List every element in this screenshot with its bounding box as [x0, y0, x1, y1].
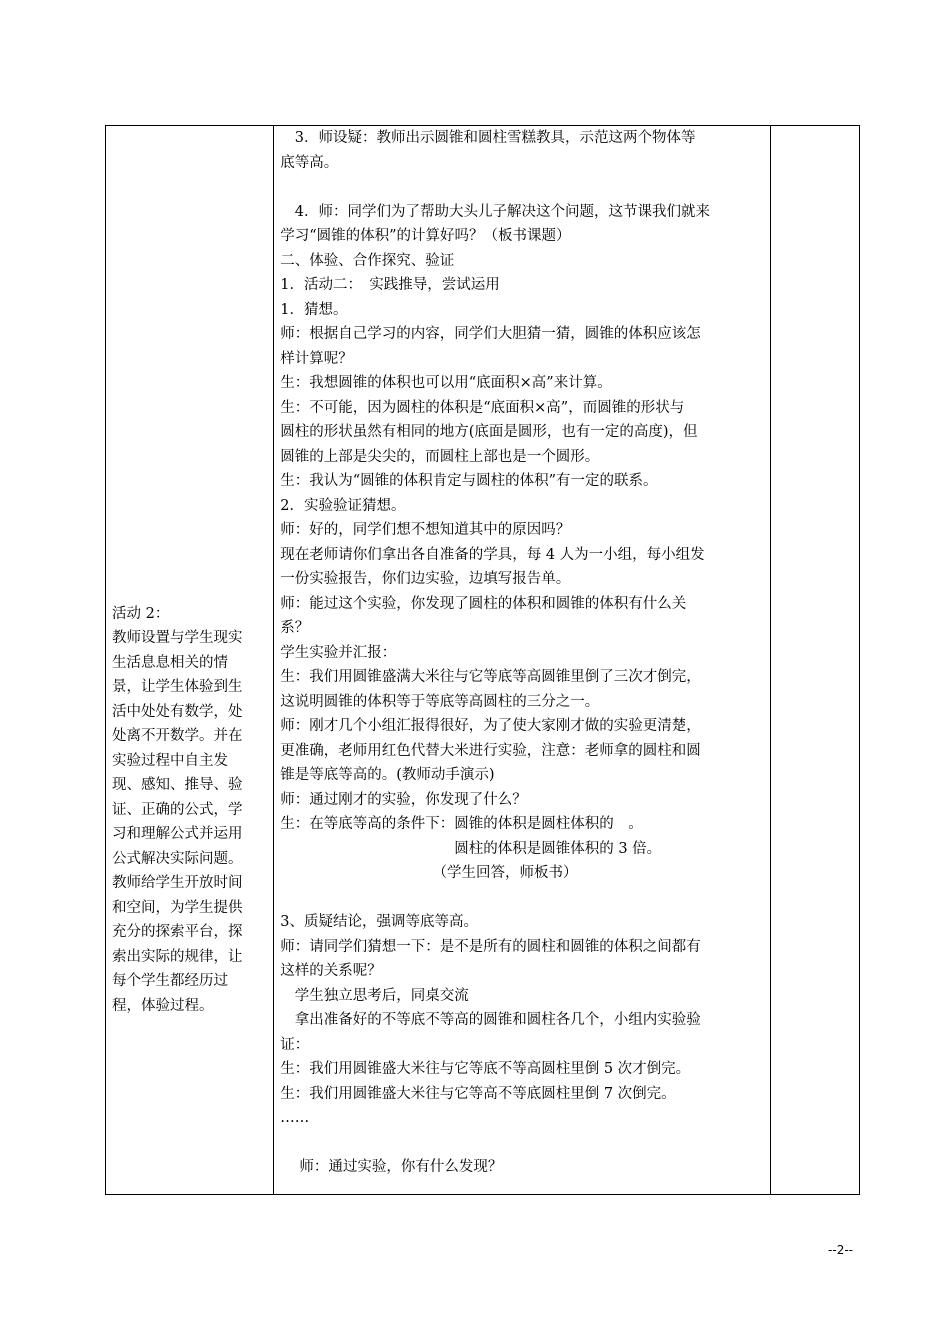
text-line: 2．实验验证猜想。 — [280, 497, 406, 514]
text-line: 学生独立思考后，同桌交流 — [280, 987, 469, 1004]
design-intent-cell — [106, 126, 274, 1195]
text-line: 样计算呢？ — [280, 350, 353, 367]
text-line: 锥是等底等高的。(教师动手演示) — [280, 767, 495, 783]
text-line: 师：通过刚才的实验，你发现了什么？ — [280, 791, 527, 808]
text-line: 圆锥的上部是尖尖的，而圆柱上部也是一个圆形。 — [280, 448, 600, 465]
text-line: 4．师：同学们为了帮助大头儿子解决这个问题，这节课我们就来 — [280, 203, 710, 220]
page-number: --2-- — [828, 1243, 853, 1257]
text-line: 学习“圆锥的体积”的计算好吗？（板书课题） — [280, 228, 571, 244]
table-row — [106, 126, 860, 1195]
text-line: 师：通过实验，你有什么发现？ — [280, 1159, 503, 1175]
text-line: 索出实际的规律，让 — [112, 948, 243, 965]
text-line: 生：不可能，因为圆柱的体积是“底面积×高”，而圆锥的形状与 — [280, 399, 685, 416]
text-line: 活动 2： — [112, 605, 170, 622]
text-line: 师：请同学们猜想一下：是不是所有的圆柱和圆锥的体积之间都有 — [280, 938, 701, 955]
text-line: 公式解决实际问题。 — [112, 850, 243, 867]
text-line: …… — [280, 1110, 310, 1126]
text-line: 这样的关系呢？ — [280, 963, 382, 979]
text-line — [280, 886, 766, 911]
text-line: 学生实验并汇报： — [280, 644, 397, 661]
text-line: （学生回答，师板书） — [280, 865, 578, 881]
text-line: 生：我认为“圆锥的体积肯定与圆柱的体积”有一定的联系。 — [280, 473, 658, 489]
text-line: 师：根据自己学习的内容，同学们大胆猜一猜，圆锥的体积应该怎 — [280, 326, 701, 342]
text-line: 底等高。 — [280, 154, 339, 171]
text-line: 活中处处有数学，处 — [112, 703, 243, 720]
lesson-plan-table — [105, 125, 860, 1195]
text-line: 生：我们用圆锥盛大米往与它等底不等高圆柱里倒 5 次才倒完。 — [280, 1061, 691, 1077]
text-line: 一份实验报告，你们边实验，边填写报告单。 — [280, 571, 571, 587]
text-line: 1．活动二： 实践推导，尝试运用 — [280, 277, 500, 293]
text-line: 师：刚才几个小组汇报得很好，为了使大家刚才做的实验更清楚， — [280, 718, 701, 734]
text-line: 生：我们用圆锥盛满大米往与它等底等高圆锥里倒了三次才倒完， — [280, 669, 701, 685]
text-line: 每个学生都经历过 — [112, 973, 228, 990]
text-line: 圆柱的形状虽然有相同的地方(底面是圆形，也有一定的高度)，但 — [280, 424, 698, 440]
text-line: 充分的探索平台，探 — [112, 924, 243, 941]
text-line: 教师给学生开放时间 — [112, 875, 243, 892]
text-line: 证： — [280, 1036, 310, 1053]
text-line: 圆柱的体积是圆锥体积的 3 倍。 — [280, 840, 662, 857]
text-line: 处离不开数学。并在 — [112, 728, 243, 745]
text-line: 现在老师请你们拿出各自准备的学具，每 4 人为一小组，每小组发 — [280, 546, 705, 563]
text-line: 3．师设疑：教师出示圆锥和圆柱雪糕教具，示范这两个物体等 — [280, 130, 696, 146]
text-line: 生：我想圆锥的体积也可以用“底面积×高”来计算。 — [280, 375, 612, 391]
text-line: 实验过程中自主发 — [112, 752, 228, 769]
text-line: 更准确，老师用红色代替大米进行实验，注意：老师拿的圆柱和圆 — [280, 742, 701, 759]
text-line — [280, 175, 766, 200]
text-line: 师：好的，同学们想不想知道其中的原因吗？ — [280, 522, 571, 538]
text-line: 证、正确的公式，学 — [112, 801, 243, 818]
text-line: 这说明圆锥的体积等于等底等高圆柱的三分之一。 — [280, 693, 600, 710]
text-line: 程，体验过程。 — [112, 997, 214, 1014]
notes-cell — [770, 126, 859, 1195]
design-intent-text — [106, 302, 273, 1019]
text-line: 生活息息相关的情 — [112, 654, 228, 671]
text-line: 景，让学生体验到生 — [112, 679, 243, 696]
text-line: 生：我们用圆锥盛大米往与它等高不等底圆柱里倒 7 次倒完。 — [280, 1085, 676, 1102]
text-line: 3、质疑结论，强调等底等高。 — [280, 914, 478, 930]
text-line: 系？ — [280, 620, 310, 636]
text-line — [280, 1131, 766, 1156]
text-line: 习和理解公式并运用 — [112, 826, 243, 843]
text-line: 二、体验、合作探究、验证 — [280, 252, 455, 269]
text-line: 教师设置与学生现实 — [112, 630, 243, 647]
text-line: 拿出准备好的不等底不等高的圆锥和圆柱各几个，小组内实验验 — [280, 1012, 701, 1028]
teaching-process-text — [274, 126, 770, 1180]
teaching-process-cell — [274, 126, 771, 1195]
text-line: 现、感知、推导、验 — [112, 777, 243, 794]
text-line: 1．猜想。 — [280, 301, 348, 318]
text-line: 师：能过这个实验，你发现了圆柱的体积和圆锥的体积有什么关 — [280, 595, 687, 612]
text-line: 和空间，为学生提供 — [112, 899, 243, 916]
text-line: 生：在等底等高的条件下：圆锥的体积是圆柱体积的 。 — [280, 816, 643, 832]
